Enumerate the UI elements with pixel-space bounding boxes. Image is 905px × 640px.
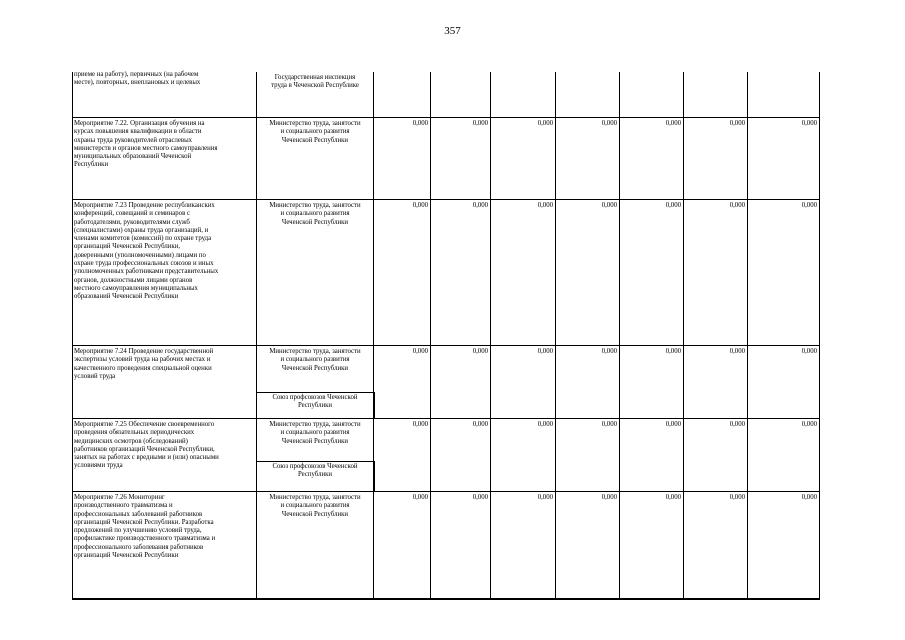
column-divider: [373, 72, 374, 599]
amount-cell: 0,000: [665, 120, 681, 127]
amount-cell: 0,000: [472, 421, 488, 428]
table-border-right: [819, 72, 820, 599]
amount-cell: 0,000: [729, 348, 745, 355]
executor-name: Государственная инспекция труда в Чеченской Республике: [271, 74, 359, 90]
amount-cell: 0,000: [601, 120, 617, 127]
amount-cell: 0,000: [729, 421, 745, 428]
amount-cell: 0,000: [472, 120, 488, 127]
measure-description: приеме на работу), первичных (на рабочем месте), повторных, внеплановых и целевых: [74, 71, 201, 87]
row-divider: [72, 199, 820, 200]
amount-cell: 0,000: [665, 202, 681, 209]
measure-description: Мероприятие 7.25 Обеспечение своевременного проведения обязательных периодических медицинских осмотров (обследований) работников организаций Чеченской Республики, занятых на работах с вредными и (или) опасными условиями труда: [74, 421, 219, 470]
executor-name: Союз профсоюзов Чеченской Республики: [272, 463, 358, 479]
measure-description: Мероприятие 7.23 Проведение республиканских конференций, совещаний и семинаров с работодателями, руководителями служб (специалистами) охраны труда организаций, и членами комитетов (комиссий) по охране труда организаций Чеченской Республики, доверенными (уполномоченными) лицами по охране труда профессиональных союзов и иных уполномоченных работниками представительных органов, должностными лицами органов местного самоуправления муниципальных образований Чеченской Республики: [74, 202, 219, 301]
amount-cell: 0,000: [412, 421, 428, 428]
amount-cell: 0,000: [729, 120, 745, 127]
executor-name: Министерство труда, занятости и социального развития Чеченской Республики: [269, 421, 361, 445]
row-divider: [72, 418, 820, 419]
executor-name: Союз профсоюзов Чеченской Республики: [272, 394, 358, 410]
column-divider: [683, 72, 684, 599]
row-divider: [72, 117, 820, 118]
amount-cell: 0,000: [601, 348, 617, 355]
amount-cell: 0,000: [801, 120, 817, 127]
amount-cell: 0,000: [601, 202, 617, 209]
executor-name: Министерство труда, занятости и социального развития Чеченской Республики: [269, 120, 361, 144]
page-number: 357: [444, 25, 461, 37]
amount-cell: 0,000: [801, 494, 817, 501]
executor-name: Министерство труда, занятости и социального развития Чеченской Республики: [269, 348, 361, 372]
amount-cell: 0,000: [665, 348, 681, 355]
amount-cell: 0,000: [801, 348, 817, 355]
amount-cell: 0,000: [665, 421, 681, 428]
column-divider: [256, 72, 257, 599]
table-border-bottom: [72, 598, 820, 600]
amount-cell: 0,000: [537, 120, 553, 127]
column-divider: [490, 72, 491, 599]
amount-cell: 0,000: [412, 494, 428, 501]
executor-name: Министерство труда, занятости и социального развития Чеченской Республики: [269, 202, 361, 226]
measures-table: [72, 72, 820, 599]
row-divider: [72, 491, 820, 492]
amount-cell: 0,000: [601, 421, 617, 428]
amount-cell: 0,000: [412, 202, 428, 209]
amount-cell: 0,000: [537, 494, 553, 501]
amount-cell: 0,000: [729, 202, 745, 209]
amount-cell: 0,000: [472, 202, 488, 209]
column-divider: [555, 72, 556, 599]
amount-cell: 0,000: [729, 494, 745, 501]
table-border-left: [72, 72, 73, 599]
row-divider: [72, 345, 820, 346]
amount-cell: 0,000: [601, 494, 617, 501]
column-divider: [747, 72, 748, 599]
amount-cell: 0,000: [537, 348, 553, 355]
executor-name: Министерство труда, занятости и социального развития Чеченской Республики: [269, 494, 361, 518]
amount-cell: 0,000: [412, 348, 428, 355]
amount-cell: 0,000: [472, 348, 488, 355]
amount-cell: 0,000: [472, 494, 488, 501]
measure-description: Мероприятие 7.26 Мониторинг производственного травматизма и профессиональных заболеваний работников организаций Чеченской Республики. Разработка предложений по улучшению условий труда, профилактике производственного травматизма и профессионального заболевания работников организаций Чеченской Республики: [74, 494, 216, 559]
amount-cell: 0,000: [801, 202, 817, 209]
amount-cell: 0,000: [665, 494, 681, 501]
amount-cell: 0,000: [537, 421, 553, 428]
amount-cell: 0,000: [801, 421, 817, 428]
column-divider: [619, 72, 620, 599]
measure-description: Мероприятие 7.24 Проведение государственной экспертизы условий труда на рабочих местах и качественного проведения специальной оценки условий труда: [74, 348, 214, 380]
amount-cell: 0,000: [412, 120, 428, 127]
measure-description: Мероприятие 7.22. Организация обучения на курсах повышения квалификации в области охраны труда руководителей отраслевых министерств и органов местного самоуправления муниципальных образований Чеченской Республики: [74, 120, 218, 169]
amount-cell: 0,000: [537, 202, 553, 209]
column-divider: [430, 72, 431, 599]
